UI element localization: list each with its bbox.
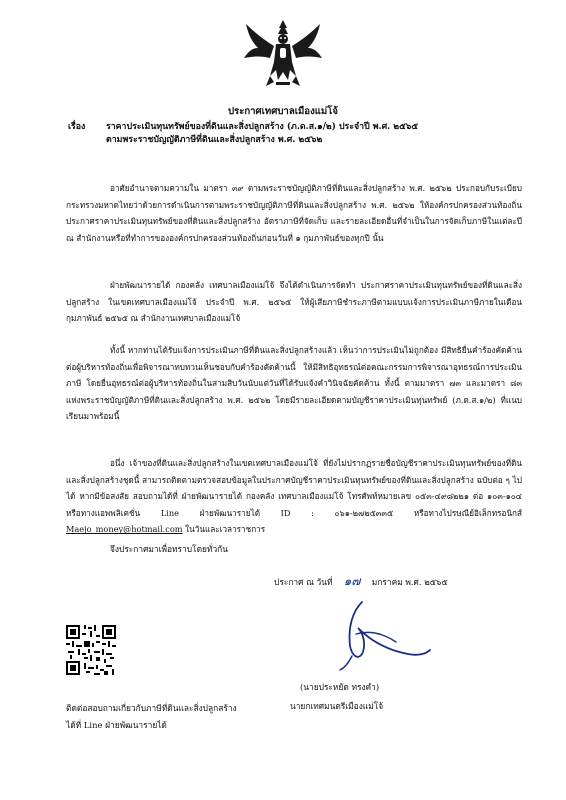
signature-image: [300, 594, 450, 672]
contact-line-2: ได้ที่ Line ฝ่ายพัฒนารายได้: [66, 720, 167, 730]
contact-line-1: ติดต่อสอบถามเกี่ยวกับภาษีที่ดินและสิ่งปลูกสร้าง: [66, 703, 237, 713]
subject-block: [68, 121, 538, 147]
signer-position: นายกเทศมนตรีเมืองแม่โจ้: [290, 701, 384, 711]
date-day: ๑๗: [343, 574, 361, 588]
subject-label: เรื่อง: [68, 122, 86, 132]
body-paragraph-4: [66, 455, 522, 538]
garuda-emblem-icon: [240, 18, 326, 92]
date-suffix: มกราคม พ.ศ. ๒๕๖๕: [371, 577, 448, 587]
body-paragraph-4-end: ในวันและเวลาราชการ: [185, 524, 266, 535]
body-paragraph-3: ทั้งนี้ หากท่านได้รับแจ้งการประเมินภาษีที่ดินและสิ่งปลูกสร้างแล้ว เห็นว่าการประเมินไม่ถูกต้อง มีสิทธิยื่นคำร้องคัดค้านต่อผู้บริหารท้องถิ่นเพื่อพิจารณาทบทวนเห็นชอบกับคำร้องคัดค้านนี้ ให้มีสิทธิอุทธรณ์ต่อคณะกรรมการพิจารณาอุทธรณ์การประเมินภาษี โดยยื่นอุทธรณ์ต่อผู้บริหารท้องถิ่นในสามสิบวันนับแต่วันที่ได้รับแจ้งคำวินิจฉัยคัดค้าน ทั้งนี้ ตามมาตรา ๗๓ และมาตรา ๘๓ แห่งพระราชบัญญัติภาษีที่ดินและสิ่งปลูกสร้าง พ.ศ. ๒๕๖๒ โดยมีรายละเอียดตามบัญชีราคาประเมินทุนทรัพย์ (ภ.ด.ส.๑/๒) ที่แนบเรียนมาพร้อมนี้: [66, 345, 522, 422]
date-prefix: ประกาศ ณ วันที่: [274, 577, 333, 587]
subject-line-1: ราคาประเมินทุนทรัพย์ของที่ดินและสิ่งปลูกสร้าง (ภ.ด.ส.๑/๒) ประจำปี พ.ศ. ๒๕๖๕: [106, 122, 418, 132]
body-paragraph-4-text: อนึ่ง เจ้าของที่ดินและสิ่งปลูกสร้างในเขตเทศบาลเมืองแม่โจ้ ที่ยังไม่ปรากฏรายชื่อบัญชีราคาประเมินทุนทรัพย์ของที่ดินและสิ่งปลูกสร้างชุดนี้ สามารถติดตามตรวจสอบข้อมูลในประกาศบัญชีราคาประเมินทุนทรัพย์ของที่ดินและสิ่งปลูกสร้าง ฉบับต่อ ๆ ไปได้ หากมีข้อสงสัย สอบถามได้ที่ ฝ่ายพัฒนารายได้ กองคลัง เทศบาลเมืองแม่โจ้ โทรศัพท์หมายเลข ๐๕๓-๔๙๘๒๒๑ ต่อ ๑๐๓-๑๐๔ หรือทางแอพพลิเคชั่น Line ฝ่ายพัฒนารายได้ ID : ๐๖๑-๒๗๒๕๓๓๕ หรือทางไปรษณีย์อิเล็กทรอนิกส์: [66, 458, 522, 518]
line-qr-code-icon[interactable]: [66, 625, 116, 675]
signer-name: (นายประหยัด ทรงคำ): [300, 682, 380, 692]
document-title: ประกาศเทศบาลเมืองแม่โจ้: [227, 106, 339, 117]
body-paragraph-2: ฝ่ายพัฒนารายได้ กองคลัง เทศบาลเมืองแม่โจ้ จึงได้ดำเนินการจัดทำ ประกาศราคาประเมินทุนทรัพย์ของที่ดินและสิ่งปลูกสร้าง ในเขตเทศบาลเมืองแม่โจ้ ประจำปี พ.ศ. ๒๕๖๕ ให้ผู้เสียภาษีชำระภาษีตามแบบแจ้งการประเมินภาษีภายในเดือน กุมภาพันธ์ ๒๕๖๕ ณ สำนักงานเทศบาลเมืองแม่โจ้: [66, 280, 522, 324]
email-link[interactable]: Maejo_money@hotmail.com: [66, 524, 183, 535]
closing-statement: จึงประกาศมาเพื่อทราบโดยทั่วกัน: [110, 544, 228, 554]
date-line: [274, 572, 448, 591]
subject-line-2: ตามพระราชบัญญัติภาษีที่ดินและสิ่งปลูกสร้าง พ.ศ. ๒๕๖๒: [106, 135, 323, 145]
body-paragraph-1: อาศัยอำนาจตามความใน มาตรา ๓๙ ตามพระราชบัญญัติภาษีที่ดินและสิ่งปลูกสร้าง พ.ศ. ๒๕๖๒ ประกอบกับระเบียบกระทรวงมหาดไทยว่าด้วยการดำเนินการตามพระราชบัญญัติภาษีที่ดินและสิ่งปลูกสร้าง พ.ศ. ๒๕๖๒ ให้องค์กรปกครองส่วนท้องถิ่นประกาศราคาประเมินทุนทรัพย์ของที่ดินและสิ่งปลูกสร้าง อัตราภาษีที่จัดเก็บ และรายละเอียดอื่นที่จำเป็นในการจัดเก็บภาษีในแต่ละปี ณ สำนักงานหรือที่ทำการขององค์กรปกครองส่วนท้องถิ่นก่อนวันที่ ๑ กุมภาพันธ์ของทุกปี นั้น: [66, 183, 522, 243]
